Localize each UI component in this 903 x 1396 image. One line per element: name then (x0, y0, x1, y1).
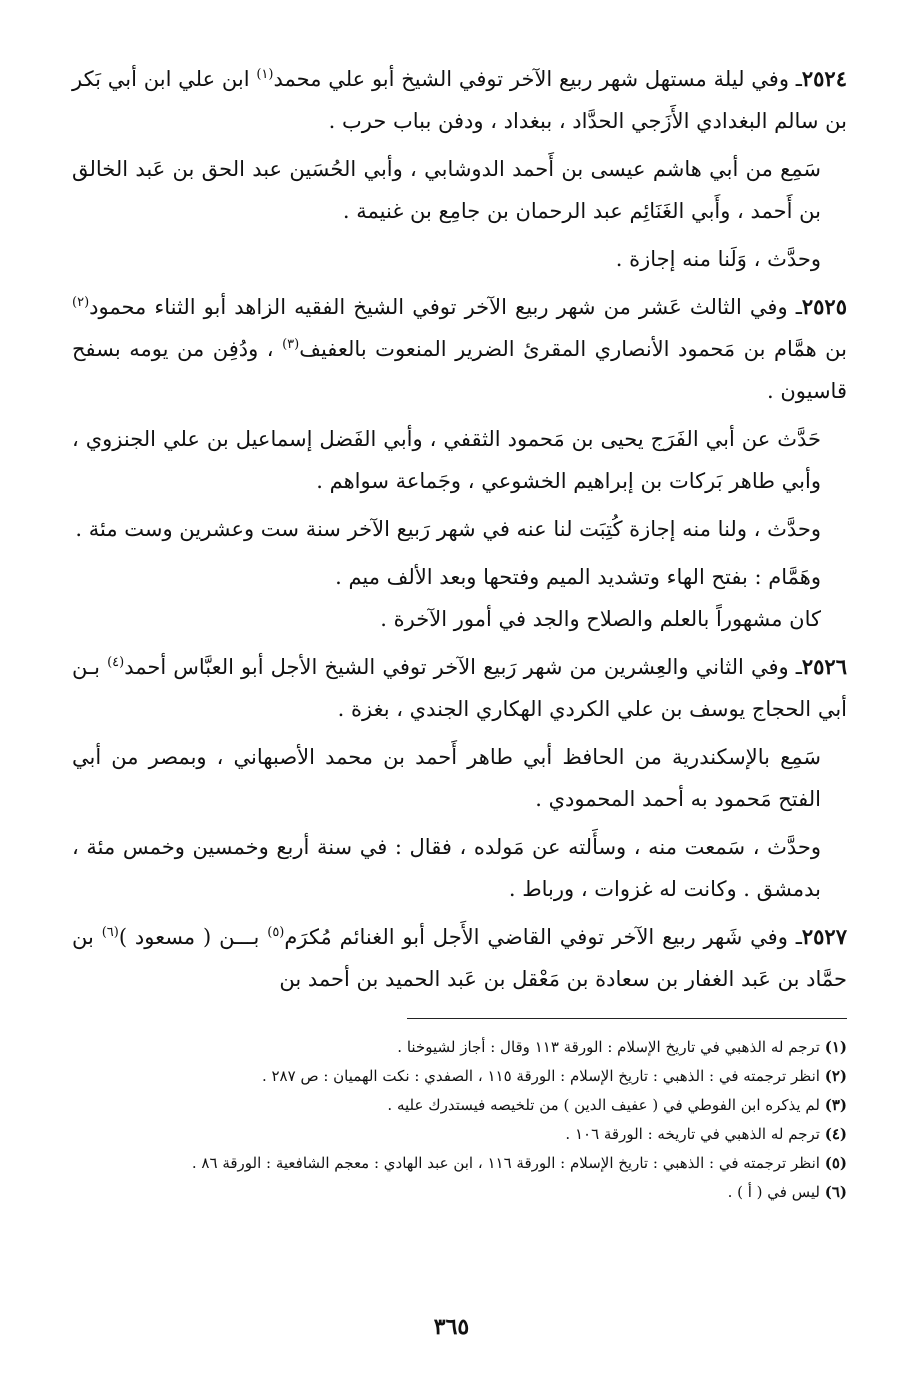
entry-intro: ـ وفي ليلة مستهل شهر ربيع الآخر توفي الشيخ أبو علي محمد (273, 67, 802, 91)
paragraph: وحدَّث ، سَمعت منه ، وسأَلته عن مَولده ، فقال : في سنة أربع وخمسين وخمس مئة ، بدمشق . وكانت له غزوات ، ورباط . (72, 835, 821, 901)
paragraph: سَمِع من أبي هاشم عيسى بن أَحمد الدوشابي ، وأبي الحُسَين عبد الحق بن عَبد الخالق بن أَحمد ، وأَبي الغَنَائِم عبد الرحمان بن جامِع بن غنيمة . (72, 157, 821, 223)
footnote-text: ترجم له الذهبي في تاريخه : الورقة ١٠٦ . (565, 1125, 820, 1143)
entry-text: بن همَّام بن مَحمود الأنصاري المقرئ الضرير المنعوت بالعفيف (299, 337, 847, 361)
footnote-text: انظر ترجمته في : الذهبي : تاريخ الإسلام : الورقة ١١٥ ، الصفدي : نكت الهميان : ص ٢٨٧ . (261, 1067, 820, 1085)
entry-intro: ـ وفي الثاني والعِشرين من شهر رَبيع الآخر توفي الشيخ الأجل أبو العبَّاس أحمد (124, 655, 802, 679)
footnote-mark: (٢) (824, 1067, 847, 1085)
entry-intro: ـ وفي الثالث عَشر من شهر ربيع الآخر توفي الشيخ الفقيه الزاهد أبو الثناء محمود (89, 295, 802, 319)
footnote (72, 1149, 847, 1178)
entry-2525 (72, 286, 847, 412)
entry-intro: ـ وفي شَهر ربيع الآخر توفي القاضي الأَجل أبو الغنائم مُكرَم (284, 925, 802, 949)
paragraph: وحدَّث ، ولنا منه إجازة كُتِبَت لنا عنه في شهر رَبيع الآخر سنة ست وعشرين وست مئة . (75, 517, 821, 541)
footnote-ref: (٥) (267, 925, 285, 940)
entry-number: ٢٥٢٥ (801, 294, 847, 319)
footnote (72, 1178, 847, 1207)
footnote-ref: (١) (256, 67, 274, 82)
footnote-ref: (٤) (107, 655, 125, 670)
paragraph: وهَمَّام : بفتح الهاء وتشديد الميم وفتحها وبعد الألف ميم . (335, 565, 821, 589)
footnote-mark: (١) (824, 1038, 847, 1056)
footnote-mark: (٣) (824, 1096, 847, 1114)
entry-text: ، ودُفِن من يومه بسفح قاسيون . (72, 337, 847, 403)
entry-text: بـن أبي الحجاج يوسف بن علي الكردي الهكاري الجندي ، بغزة . (72, 655, 847, 721)
paragraph: حَدَّث عن أبي الفَرَج يحيى بن مَحمود الثقفي ، وأبي الفَضل إسماعيل بن علي الجنزوي ، وأبي طاهر بَركات بن إبراهيم الخشوعي ، وجَماعة سواهم . (72, 427, 821, 493)
footnote-divider (407, 1018, 847, 1019)
entry-text: بن حمَّاد بن عَبد الغفار بن سعادة بن مَعْقل بن عَبد الحميد بن أحمد بن (72, 925, 847, 991)
entry-2526 (72, 646, 847, 730)
entry-number: ٢٥٢٧ (801, 924, 847, 949)
footnote-ref: (٦) (101, 925, 119, 940)
entry-text: ابن علي ابن أبي بَكر بن سالم البغدادي الأَزَجي الحدَّاد ، ببغداد ، ودفن بباب حرب . (72, 67, 847, 133)
paragraph: سَمِع بالإسكندرية من الحافظ أبي طاهر أَحمد بن محمد الأصبهاني ، وبمصر من أبي الفتح مَحمود به أحمد المحمودي . (72, 745, 821, 811)
footnote-mark: (٤) (824, 1125, 847, 1143)
footnote-mark: (٦) (824, 1183, 847, 1201)
footnote-text: انظر ترجمته في : الذهبي : تاريخ الإسلام : الورقة ١١٦ ، ابن عبد الهادي : معجم الشافعية : الورقة ٨٦ . (191, 1154, 820, 1172)
entry-number: ٢٥٢٦ (801, 654, 847, 679)
footnote-ref: (٣) (282, 337, 300, 352)
footnote-mark: (٥) (824, 1154, 847, 1172)
paragraph: وحدَّث ، وَلَنا منه إجازة . (615, 247, 821, 271)
footnote (72, 1120, 847, 1149)
footnote-text: ترجم له الذهبي في تاريخ الإسلام : الورقة ١١٣ وقال : أجاز لشيوخنا . (397, 1038, 820, 1056)
page-number: ٣٦٥ (433, 1314, 470, 1340)
footnote-text: لم يذكره ابن الفوطي في ( عفيف الدين ) من تلخيصه فيستدرك عليه . (387, 1096, 820, 1114)
footnotes (72, 1033, 847, 1207)
entry-2527 (72, 916, 847, 1000)
paragraph: كان مشهوراً بالعلم والصلاح والجد في أمور الآخرة . (380, 607, 821, 631)
footnote-ref: (٢) (72, 295, 90, 310)
entry-text: بـــن ( مسعود ) (118, 925, 268, 949)
footnote (72, 1091, 847, 1120)
entry-number: ٢٥٢٤ (801, 66, 847, 91)
entry-2524 (72, 58, 847, 142)
footnote (72, 1033, 847, 1062)
footnote-text: ليس في ( أ ) . (727, 1183, 820, 1201)
footnote (72, 1062, 847, 1091)
